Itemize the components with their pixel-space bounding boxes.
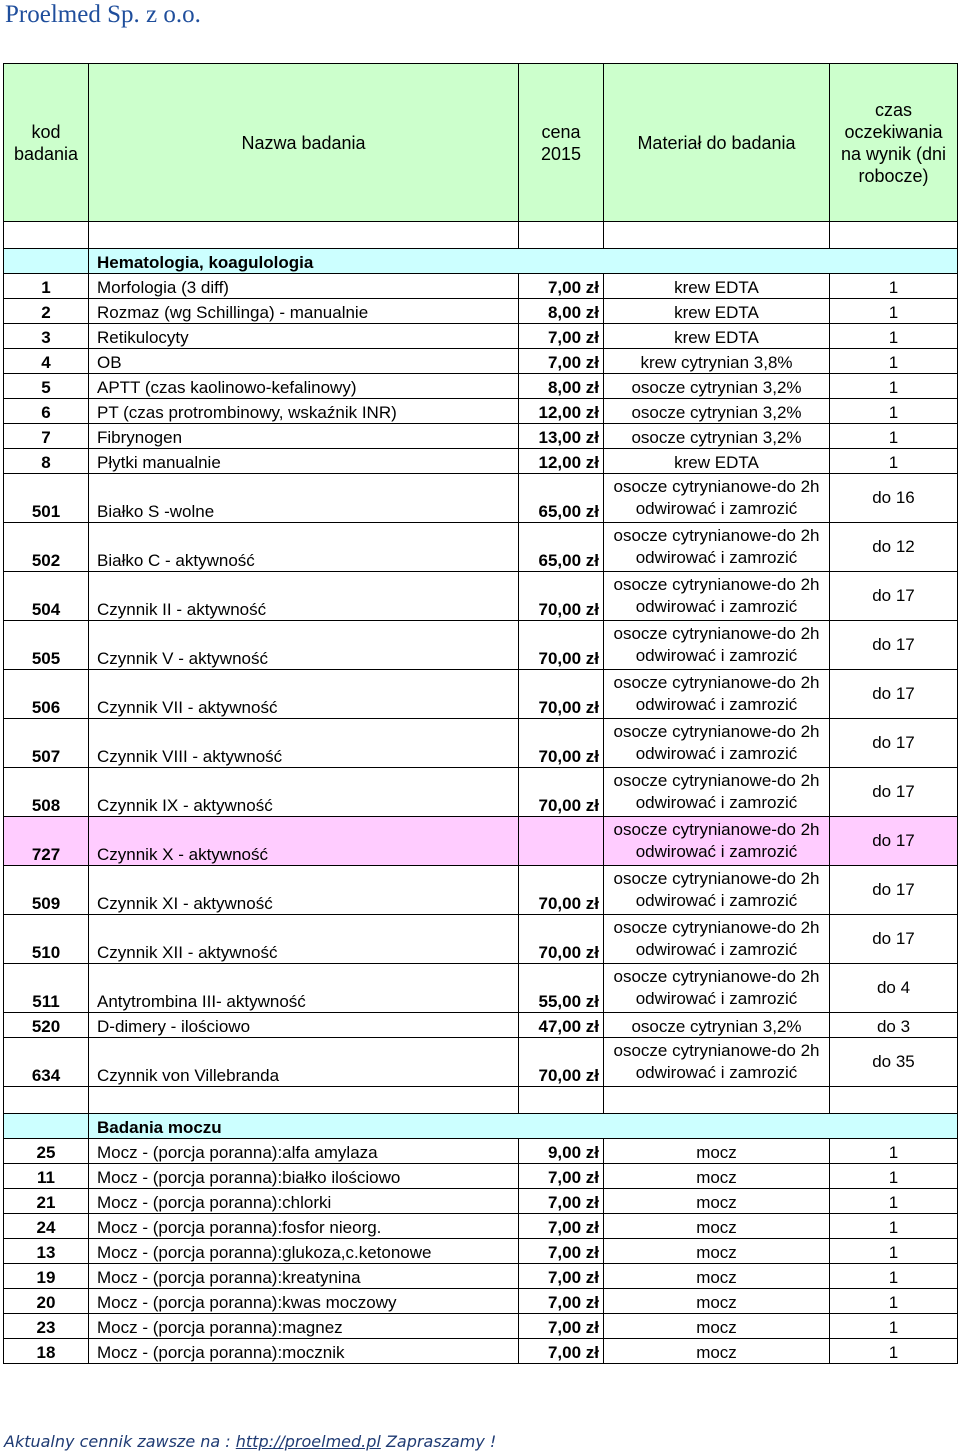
test-material: osocze cytrynianowe-do 2h odwirować i zamrozić bbox=[604, 621, 830, 670]
table-row bbox=[4, 1214, 958, 1239]
test-material: osocze cytrynianowe-do 2h odwirować i zamrozić bbox=[604, 523, 830, 572]
test-name: Czynnik VIII - aktywność bbox=[89, 719, 519, 768]
header-days: czas oczekiwania na wynik (dni robocze) bbox=[830, 64, 958, 222]
test-price: 12,00 zł bbox=[519, 399, 604, 424]
header-price: cena 2015 bbox=[519, 64, 604, 222]
test-material: osocze cytrynian 3,2% bbox=[604, 424, 830, 449]
test-code: 3 bbox=[4, 324, 89, 349]
company-name: Proelmed Sp. z o.o. bbox=[5, 1, 201, 28]
test-material: osocze cytrynian 3,2% bbox=[604, 399, 830, 424]
test-material: mocz bbox=[604, 1139, 830, 1164]
test-code: 6 bbox=[4, 399, 89, 424]
test-name: Mocz - (porcja poranna):magnez bbox=[89, 1314, 519, 1339]
spacer-cell bbox=[604, 1087, 830, 1114]
test-code: 501 bbox=[4, 474, 89, 523]
test-price: 7,00 zł bbox=[519, 274, 604, 299]
test-wait-days: do 17 bbox=[830, 817, 958, 866]
test-wait-days: do 4 bbox=[830, 964, 958, 1013]
footer-suffix: Zapraszamy ! bbox=[380, 1432, 497, 1451]
test-material: mocz bbox=[604, 1214, 830, 1239]
test-material: osocze cytrynianowe-do 2h odwirować i zamrozić bbox=[604, 866, 830, 915]
test-material: osocze cytrynianowe-do 2h odwirować i zamrozić bbox=[604, 964, 830, 1013]
test-name: OB bbox=[89, 349, 519, 374]
table-row bbox=[4, 572, 958, 621]
test-code: 509 bbox=[4, 866, 89, 915]
test-name: Czynnik IX - aktywność bbox=[89, 768, 519, 817]
test-name: Białko C - aktywność bbox=[89, 523, 519, 572]
test-material: osocze cytrynianowe-do 2h odwirować i zamrozić bbox=[604, 719, 830, 768]
table-row bbox=[4, 1038, 958, 1087]
section-code-cell bbox=[4, 1114, 89, 1139]
test-code: 727 bbox=[4, 817, 89, 866]
price-list-table bbox=[3, 63, 958, 1364]
test-name: Retikulocyty bbox=[89, 324, 519, 349]
test-price: 7,00 zł bbox=[519, 1264, 604, 1289]
test-code: 20 bbox=[4, 1289, 89, 1314]
test-price: 70,00 zł bbox=[519, 915, 604, 964]
test-price: 7,00 zł bbox=[519, 1189, 604, 1214]
test-material: mocz bbox=[604, 1314, 830, 1339]
test-wait-days: do 17 bbox=[830, 915, 958, 964]
test-price: 65,00 zł bbox=[519, 523, 604, 572]
test-material: krew EDTA bbox=[604, 324, 830, 349]
test-wait-days: 1 bbox=[830, 399, 958, 424]
test-code: 504 bbox=[4, 572, 89, 621]
test-code: 2 bbox=[4, 299, 89, 324]
test-price: 7,00 zł bbox=[519, 1339, 604, 1364]
test-wait-days: 1 bbox=[830, 349, 958, 374]
table-row bbox=[4, 374, 958, 399]
table-row bbox=[4, 915, 958, 964]
test-price: 8,00 zł bbox=[519, 299, 604, 324]
test-wait-days: 1 bbox=[830, 1189, 958, 1214]
test-wait-days: do 16 bbox=[830, 474, 958, 523]
test-price: 7,00 zł bbox=[519, 1289, 604, 1314]
table-row bbox=[4, 1264, 958, 1289]
test-price: 13,00 zł bbox=[519, 424, 604, 449]
test-price: 7,00 zł bbox=[519, 349, 604, 374]
test-name: Mocz - (porcja poranna):chlorki bbox=[89, 1189, 519, 1214]
test-name: Antytrombina III- aktywność bbox=[89, 964, 519, 1013]
spacer-cell bbox=[604, 222, 830, 249]
spacer-cell bbox=[519, 1087, 604, 1114]
table-row bbox=[4, 621, 958, 670]
header-material: Materiał do badania bbox=[604, 64, 830, 222]
section-title: Hematologia, koagulologia bbox=[89, 249, 958, 274]
test-wait-days: 1 bbox=[830, 299, 958, 324]
table-row bbox=[4, 299, 958, 324]
test-material: osocze cytrynianowe-do 2h odwirować i zamrozić bbox=[604, 474, 830, 523]
spacer-cell bbox=[830, 222, 958, 249]
test-price: 65,00 zł bbox=[519, 474, 604, 523]
header-code: kod badania bbox=[4, 64, 89, 222]
test-price: 47,00 zł bbox=[519, 1013, 604, 1038]
test-material: krew cytrynian 3,8% bbox=[604, 349, 830, 374]
test-code: 4 bbox=[4, 349, 89, 374]
test-material: krew EDTA bbox=[604, 299, 830, 324]
test-price: 7,00 zł bbox=[519, 324, 604, 349]
section-title: Badania moczu bbox=[89, 1114, 958, 1139]
test-name: Mocz - (porcja poranna):kreatynina bbox=[89, 1264, 519, 1289]
test-material: mocz bbox=[604, 1339, 830, 1364]
test-code: 1 bbox=[4, 274, 89, 299]
test-price: 70,00 zł bbox=[519, 1038, 604, 1087]
test-name: Czynnik von Villebranda bbox=[89, 1038, 519, 1087]
test-price: 70,00 zł bbox=[519, 768, 604, 817]
test-material: osocze cytrynian 3,2% bbox=[604, 374, 830, 399]
table-row bbox=[4, 399, 958, 424]
test-price: 7,00 zł bbox=[519, 1164, 604, 1189]
test-material: krew EDTA bbox=[604, 274, 830, 299]
table-row bbox=[4, 474, 958, 523]
test-price: 70,00 zł bbox=[519, 572, 604, 621]
test-name: Czynnik VII - aktywność bbox=[89, 670, 519, 719]
table-row bbox=[4, 768, 958, 817]
spacer-cell bbox=[89, 222, 519, 249]
test-code: 18 bbox=[4, 1339, 89, 1364]
test-code: 25 bbox=[4, 1139, 89, 1164]
test-price: 9,00 zł bbox=[519, 1139, 604, 1164]
test-name: Mocz - (porcja poranna):glukoza,c.ketonowe bbox=[89, 1239, 519, 1264]
test-price: 55,00 zł bbox=[519, 964, 604, 1013]
test-wait-days: do 17 bbox=[830, 719, 958, 768]
table-row bbox=[4, 424, 958, 449]
spacer-cell bbox=[830, 1087, 958, 1114]
test-name: Mocz - (porcja poranna):kwas moczowy bbox=[89, 1289, 519, 1314]
test-wait-days: 1 bbox=[830, 324, 958, 349]
test-name: Białko S -wolne bbox=[89, 474, 519, 523]
test-name: Czynnik X - aktywność bbox=[89, 817, 519, 866]
test-code: 511 bbox=[4, 964, 89, 1013]
test-material: osocze cytrynianowe-do 2h odwirować i zamrozić bbox=[604, 768, 830, 817]
table-row bbox=[4, 670, 958, 719]
test-wait-days: do 17 bbox=[830, 572, 958, 621]
test-price: 8,00 zł bbox=[519, 374, 604, 399]
table-row bbox=[4, 274, 958, 299]
table-row bbox=[4, 1139, 958, 1164]
test-material: mocz bbox=[604, 1164, 830, 1189]
test-code: 5 bbox=[4, 374, 89, 399]
test-code: 520 bbox=[4, 1013, 89, 1038]
footer-note bbox=[4, 1432, 496, 1451]
test-wait-days: 1 bbox=[830, 1214, 958, 1239]
test-wait-days: 1 bbox=[830, 274, 958, 299]
spacer-cell bbox=[4, 1087, 89, 1114]
test-material: mocz bbox=[604, 1239, 830, 1264]
test-material: osocze cytrynianowe-do 2h odwirować i zamrozić bbox=[604, 817, 830, 866]
table-row bbox=[4, 1164, 958, 1189]
section-code-cell bbox=[4, 249, 89, 274]
table-row bbox=[4, 1013, 958, 1038]
test-wait-days: do 17 bbox=[830, 621, 958, 670]
test-price: 7,00 zł bbox=[519, 1239, 604, 1264]
test-code: 19 bbox=[4, 1264, 89, 1289]
test-code: 24 bbox=[4, 1214, 89, 1239]
table-row bbox=[4, 1189, 958, 1214]
test-price: 70,00 zł bbox=[519, 866, 604, 915]
spacer-cell bbox=[4, 222, 89, 249]
table-row bbox=[4, 1289, 958, 1314]
test-material: mocz bbox=[604, 1189, 830, 1214]
test-code: 8 bbox=[4, 449, 89, 474]
test-name: PT (czas protrombinowy, wskaźnik INR) bbox=[89, 399, 519, 424]
test-price: 7,00 zł bbox=[519, 1214, 604, 1239]
table-row bbox=[4, 866, 958, 915]
table-row bbox=[4, 1339, 958, 1364]
table-row bbox=[4, 1314, 958, 1339]
test-name: Mocz - (porcja poranna):mocznik bbox=[89, 1339, 519, 1364]
spacer-cell bbox=[519, 222, 604, 249]
test-wait-days: do 17 bbox=[830, 768, 958, 817]
test-material: osocze cytrynianowe-do 2h odwirować i zamrozić bbox=[604, 670, 830, 719]
test-material: krew EDTA bbox=[604, 449, 830, 474]
test-code: 505 bbox=[4, 621, 89, 670]
test-code: 510 bbox=[4, 915, 89, 964]
test-material: osocze cytrynianowe-do 2h odwirować i zamrozić bbox=[604, 1038, 830, 1087]
test-wait-days: 1 bbox=[830, 449, 958, 474]
test-code: 506 bbox=[4, 670, 89, 719]
section-title-row bbox=[4, 1114, 958, 1139]
test-price: 70,00 zł bbox=[519, 670, 604, 719]
test-wait-days: 1 bbox=[830, 1264, 958, 1289]
footer-prefix: Aktualny cennik zawsze na : bbox=[4, 1432, 236, 1451]
table-row bbox=[4, 964, 958, 1013]
test-code: 21 bbox=[4, 1189, 89, 1214]
test-price: 12,00 zł bbox=[519, 449, 604, 474]
test-wait-days: do 3 bbox=[830, 1013, 958, 1038]
test-wait-days: do 12 bbox=[830, 523, 958, 572]
test-name: Czynnik XI - aktywność bbox=[89, 866, 519, 915]
test-wait-days: 1 bbox=[830, 1314, 958, 1339]
table-row bbox=[4, 719, 958, 768]
test-name: Fibrynogen bbox=[89, 424, 519, 449]
table-row bbox=[4, 523, 958, 572]
test-code: 13 bbox=[4, 1239, 89, 1264]
test-code: 502 bbox=[4, 523, 89, 572]
test-wait-days: do 17 bbox=[830, 670, 958, 719]
test-material: mocz bbox=[604, 1264, 830, 1289]
test-name: Mocz - (porcja poranna):białko ilościowo bbox=[89, 1164, 519, 1189]
test-material: mocz bbox=[604, 1289, 830, 1314]
test-name: D-dimery - ilościowo bbox=[89, 1013, 519, 1038]
test-material: osocze cytrynian 3,2% bbox=[604, 1013, 830, 1038]
table-row bbox=[4, 817, 958, 866]
test-wait-days: 1 bbox=[830, 1289, 958, 1314]
test-price bbox=[519, 817, 604, 866]
test-material: osocze cytrynianowe-do 2h odwirować i zamrozić bbox=[604, 915, 830, 964]
test-name: Mocz - (porcja poranna):alfa amylaza bbox=[89, 1139, 519, 1164]
test-code: 23 bbox=[4, 1314, 89, 1339]
test-code: 11 bbox=[4, 1164, 89, 1189]
test-code: 508 bbox=[4, 768, 89, 817]
test-price: 7,00 zł bbox=[519, 1314, 604, 1339]
test-wait-days: 1 bbox=[830, 374, 958, 399]
test-wait-days: do 35 bbox=[830, 1038, 958, 1087]
test-name: Płytki manualnie bbox=[89, 449, 519, 474]
section-spacer bbox=[4, 1087, 958, 1114]
test-wait-days: 1 bbox=[830, 1239, 958, 1264]
footer-link[interactable]: http://proelmed.pl bbox=[235, 1432, 381, 1451]
test-material: osocze cytrynianowe-do 2h odwirować i zamrozić bbox=[604, 572, 830, 621]
table-header-row bbox=[4, 64, 958, 222]
test-name: Rozmaz (wg Schillinga) - manualnie bbox=[89, 299, 519, 324]
test-wait-days: 1 bbox=[830, 1339, 958, 1364]
test-price: 70,00 zł bbox=[519, 719, 604, 768]
test-code: 7 bbox=[4, 424, 89, 449]
test-price: 70,00 zł bbox=[519, 621, 604, 670]
test-name: Czynnik XII - aktywność bbox=[89, 915, 519, 964]
section-spacer bbox=[4, 222, 958, 249]
test-code: 634 bbox=[4, 1038, 89, 1087]
test-name: Czynnik V - aktywność bbox=[89, 621, 519, 670]
test-name: APTT (czas kaolinowo-kefalinowy) bbox=[89, 374, 519, 399]
test-wait-days: 1 bbox=[830, 1164, 958, 1189]
header-name: Nazwa badania bbox=[89, 64, 519, 222]
section-title-row bbox=[4, 249, 958, 274]
test-code: 507 bbox=[4, 719, 89, 768]
table-row bbox=[4, 1239, 958, 1264]
test-name: Czynnik II - aktywność bbox=[89, 572, 519, 621]
table-row bbox=[4, 324, 958, 349]
table-row bbox=[4, 349, 958, 374]
test-wait-days: 1 bbox=[830, 424, 958, 449]
test-wait-days: 1 bbox=[830, 1139, 958, 1164]
test-name: Mocz - (porcja poranna):fosfor nieorg. bbox=[89, 1214, 519, 1239]
test-name: Morfologia (3 diff) bbox=[89, 274, 519, 299]
table-row bbox=[4, 449, 958, 474]
spacer-cell bbox=[89, 1087, 519, 1114]
test-wait-days: do 17 bbox=[830, 866, 958, 915]
